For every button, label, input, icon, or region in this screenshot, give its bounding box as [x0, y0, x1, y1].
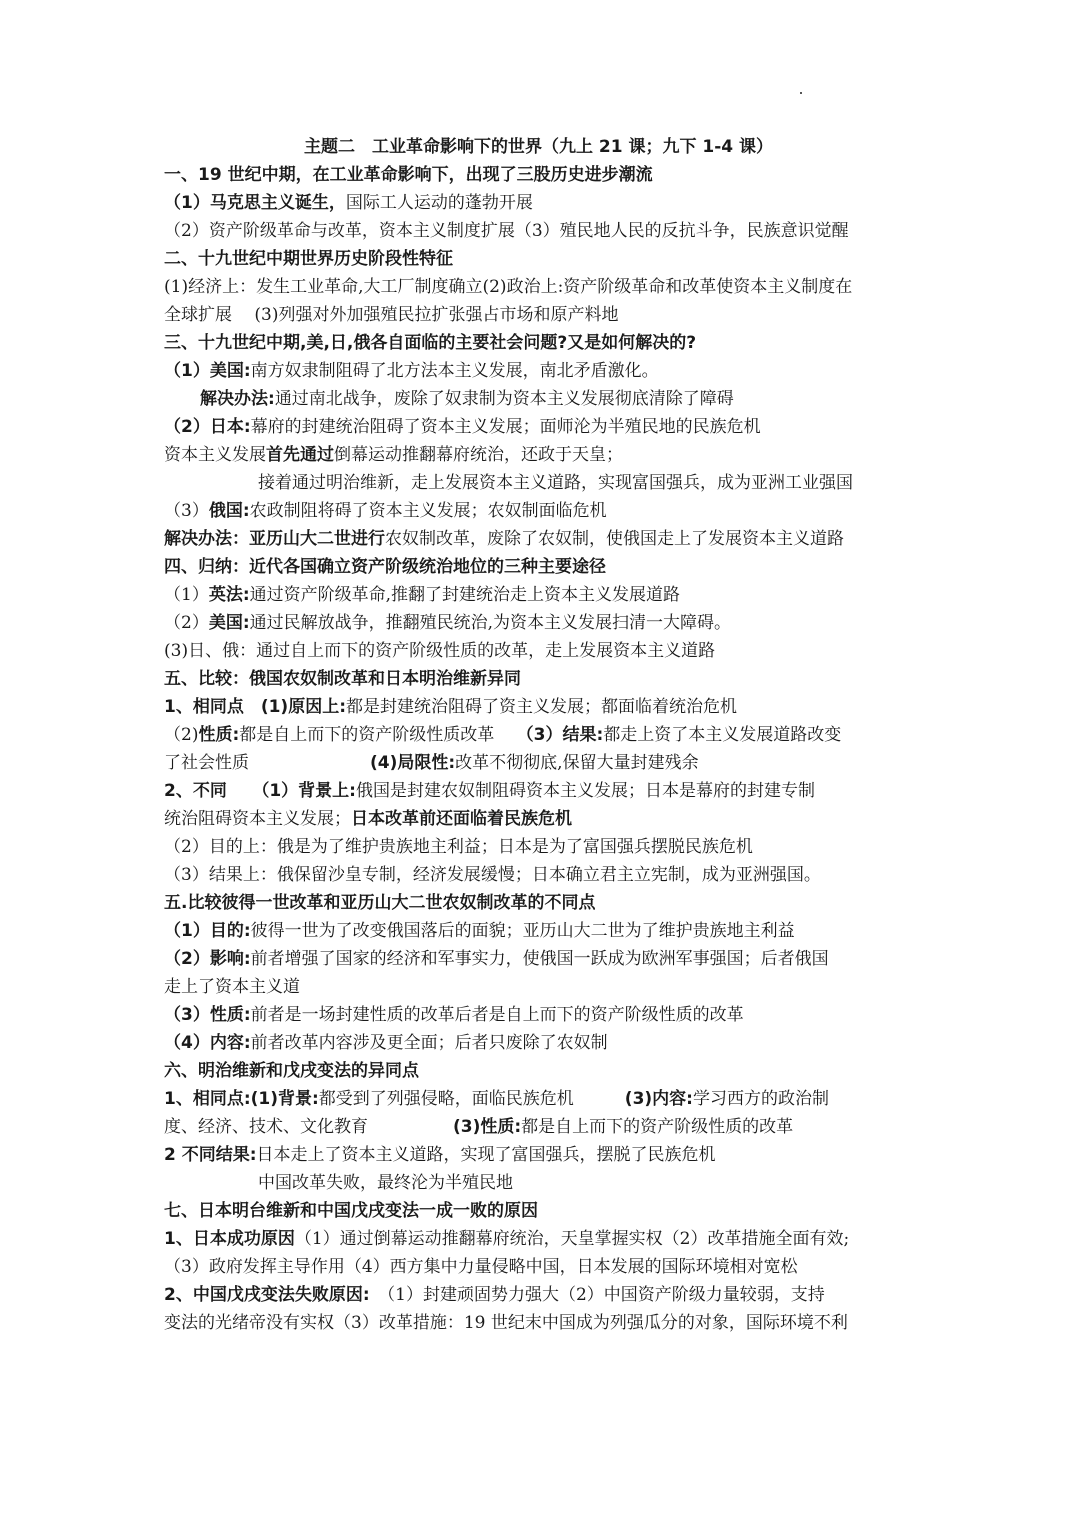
bold-label: 首先通过 — [266, 445, 334, 465]
section-2-line-2: 全球扩展 (3)列强对外加强殖民拉扩张强占市场和原产料地 — [164, 305, 619, 325]
japan-solution-1 — [164, 441, 623, 469]
bold-label: （1）目的: — [164, 921, 251, 941]
speck — [800, 92, 802, 94]
bold-label: （3）性质: — [164, 1005, 251, 1025]
text: 农奴制改革，废除了农奴制，使俄国走上了发展资本主义道路 — [385, 529, 844, 549]
text: 国际工人运动的蓬勃开展 — [345, 193, 533, 213]
text: （2） — [164, 613, 209, 633]
usa-solution — [200, 385, 734, 413]
text: 通过民解放战争，推翻殖民统治,为资本主义发展扫清一大障碍。 — [249, 613, 732, 633]
section-5-same-3-a: 了社会性质 — [164, 753, 249, 773]
bold-label: 1、日本成功原因 — [164, 1229, 295, 1249]
japan-solution-2: 接着通过明治维新，走上发展资本主义道路，实现富国强兵，成为亚洲工业强国 — [258, 473, 853, 493]
bold-label: （2）影响: — [164, 949, 251, 969]
section-1-line-1 — [164, 189, 533, 217]
section-7-line-3 — [164, 1281, 825, 1309]
section-1-heading: 一、19 世纪中期，在工业革命影响下，出现了三股历史进步潮流 — [164, 165, 653, 185]
bold-label: （1）马克思主义诞生， — [164, 193, 346, 213]
bold-label: 性质: — [198, 725, 240, 745]
text: 通过资产阶级革命,推翻了封建统治走上资本主义发展道路 — [249, 585, 681, 605]
section-7-line-1 — [164, 1225, 849, 1253]
bold-label: （3）结果: — [516, 725, 604, 745]
text: 农政制阻将碍了资本主义发展；农奴制面临危机 — [249, 501, 607, 521]
page-title: 主题二 工业革命影响下的世界（九上 21 课；九下 1-4 课） — [304, 137, 774, 157]
text: 南方奴隶制阻碍了北方法本主义发展，南北矛盾激化。 — [250, 361, 659, 381]
text: 俄国是封建农奴制阻碍资本主义发展；日本是幕府的封建专制 — [355, 781, 815, 801]
text: （1）封建顽固势力强大（2）中国资产阶级力量较弱，支持 — [369, 1285, 825, 1305]
bold-label: 1、相同点:(1)背景: — [164, 1089, 319, 1109]
section-4-line-3: (3)日、俄：通过自上而下的资产阶级性质的改革，走上发展资本主义道路 — [164, 641, 716, 661]
section-3-heading: 三、十九世纪中期,美,日,俄各自面临的主要社会问题?又是如何解决的? — [164, 333, 697, 353]
section-5b-line-5 — [164, 1029, 608, 1057]
text: 前者改革内容涉及更全面；后者只废除了农奴制 — [250, 1033, 608, 1053]
text: （2) — [164, 725, 199, 745]
bold-label: 英法: — [208, 585, 250, 605]
bold-label: （2）日本: — [164, 417, 251, 437]
section-5-diff-4: （3）结果上：俄保留沙皇专制，经济发展缓慢；日本确立君主立宪制，成为亚洲强国。 — [164, 865, 821, 885]
text: 都是封建统治阻碍了资主义发展；都面临着统治危机 — [346, 697, 737, 717]
bold-label: 2、不同 （1）背景上: — [164, 781, 356, 801]
text: 幕府的封建统治阻碍了资本主义发展；面师沦为半殖民地的民族危机 — [250, 417, 761, 437]
text: （3） — [164, 501, 209, 521]
text: 改革不彻彻底,保留大量封建残余 — [455, 753, 699, 773]
text: 通过南北战争，废除了奴隶制为资本主义发展彻底清除了障碍 — [274, 389, 734, 409]
bold-label: （1）美国: — [164, 361, 251, 381]
bold-label: 俄国: — [208, 501, 250, 521]
section-5-same-1 — [164, 693, 737, 721]
bold-label: 2 不同结果: — [164, 1145, 257, 1165]
section-4-line-1 — [164, 581, 680, 609]
section-5b-line-1 — [164, 917, 795, 945]
section-5-same-2 — [164, 721, 841, 749]
text: 前者增强了国家的经济和军事实力，使俄国一跃成为欧洲军事强国；后者俄国 — [250, 949, 829, 969]
section-2-heading: 二、十九世纪中期世界历史阶段性特征 — [164, 249, 453, 269]
bold-label: 1、相同点 (1)原因上: — [164, 697, 346, 717]
text: 彼得一世为了改变俄国落后的面貌；亚历山大二世为了维护贵族地主利益 — [250, 921, 795, 941]
bold-label: (3)性质: — [453, 1117, 522, 1137]
section-5b-line-2 — [164, 945, 829, 973]
bold-label: 日本改革前还面临着民族危机 — [351, 809, 572, 829]
section-7-line-2: （3）政府发挥主导作用（4）西方集中力量侵略中国，日本发展的国际环境相对宽松 — [164, 1257, 798, 1277]
section-5b-line-4 — [164, 1001, 744, 1029]
japan-problem — [164, 413, 761, 441]
text: 学习西方的政治制 — [692, 1089, 829, 1109]
section-5-diff-2 — [164, 805, 572, 833]
text: 都受到了列强侵略，面临民族危机 — [318, 1089, 625, 1109]
text: 都走上资了本主义发展道路改变 — [603, 725, 842, 745]
section-7-heading: 七、日本明台维新和中国戊戌变法一成一败的原因 — [164, 1201, 538, 1221]
bold-label: 解决办法: — [200, 389, 275, 409]
section-6-line-2 — [164, 1113, 793, 1141]
text: 资本主义发展 — [164, 445, 266, 465]
russia-problem — [164, 497, 607, 525]
bold-label: (4)局限性: — [370, 753, 456, 773]
section-5b-heading: 五.比较彼得一世改革和亚历山大二世农奴制改革的不同点 — [164, 893, 596, 913]
text: （1） — [164, 585, 209, 605]
section-6-line-1 — [164, 1085, 829, 1113]
text: 度、经济、技术、文化教育 — [164, 1117, 453, 1137]
text: 都是自上而下的资产阶级性质改革 — [239, 725, 517, 745]
usa-problem — [164, 357, 659, 385]
section-2-line-1: (1)经济上：发生工业革命,大工厂制度确立(2)政治上:资产阶级革命和改革使资本主义制度在 — [164, 277, 853, 297]
russia-solution — [164, 525, 844, 553]
text: 日本走上了资本主义道路，实现了富国强兵，摆脱了民族危机 — [256, 1145, 716, 1165]
text: 倒幕运动推翻幕府统治，还政于天皇； — [334, 445, 623, 465]
text: 都是自上而下的资产阶级性质的改革 — [521, 1117, 794, 1137]
bold-label: 2、中国戊戌变法失败原因: — [164, 1285, 370, 1305]
text: 前者是一场封建性质的改革后者是自上而下的资产阶级性质的改革 — [250, 1005, 744, 1025]
section-5b-line-3: 走上了资本主义道 — [164, 977, 300, 997]
section-1-line-2: （2）资产阶级革命与改革，资本主义制度扩展（3）殖民地人民的反抗斗争，民族意识觉醒 — [164, 221, 849, 241]
section-6-line-4: 中国改革失败，最终沦为半殖民地 — [258, 1173, 513, 1193]
section-4-line-2 — [164, 609, 731, 637]
section-5-diff-3: （2）目的上：俄是为了维护贵族地主利益；日本是为了富国强兵摆脱民族危机 — [164, 837, 753, 857]
section-7-line-4: 变法的光绪帝没有实权（3）改革措施：19 世纪末中国成为列强瓜分的对象，国际环境不利 — [164, 1313, 848, 1333]
section-6-line-3 — [164, 1141, 716, 1169]
section-6-heading: 六、明治维新和戊戌变法的异同点 — [164, 1061, 419, 1081]
section-5-diff-1 — [164, 777, 815, 805]
bold-label: （4）内容: — [164, 1033, 251, 1053]
section-4-heading: 四、归纳：近代各国确立资产阶级统治地位的三种主要途径 — [164, 557, 606, 577]
section-5-same-3-b — [370, 749, 699, 777]
section-5-heading: 五、比较：俄国农奴制改革和日本明治维新异同 — [164, 669, 521, 689]
bold-label: 美国: — [208, 613, 250, 633]
bold-label: 解决办法：亚历山大二世进行 — [164, 529, 385, 549]
bold-label: (3)内容: — [624, 1089, 693, 1109]
text: 统治阻碍资本主义发展； — [164, 809, 351, 829]
text: （1）通过倒幕运动推翻幕府统治，天皇掌握实权（2）改革措施全面有效; — [294, 1229, 850, 1249]
